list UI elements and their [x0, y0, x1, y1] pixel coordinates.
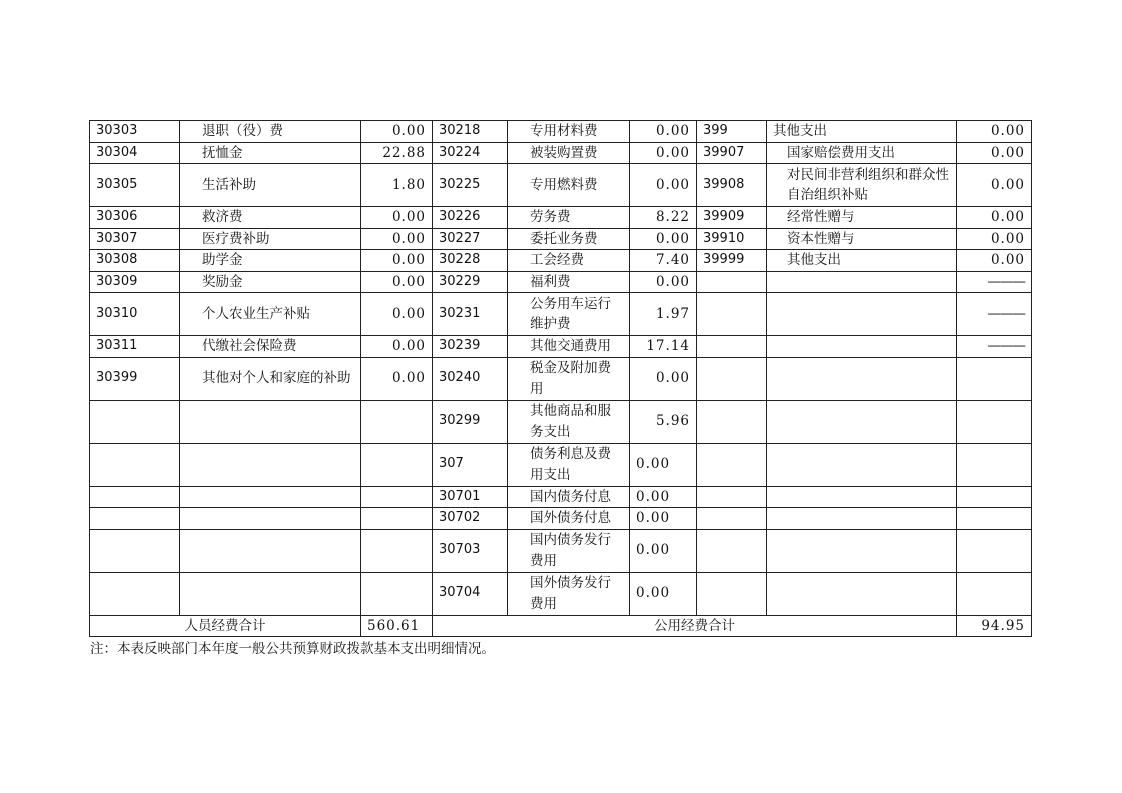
- code-cell: [90, 443, 180, 486]
- value-cell: [957, 443, 1032, 486]
- name-cell: 福利费: [508, 271, 630, 293]
- name-cell: 国外债务发行费用: [508, 572, 630, 615]
- name-cell: 专用材料费: [508, 121, 630, 143]
- value-cell: 0.00: [630, 529, 697, 572]
- value-cell: 0.00: [361, 121, 433, 143]
- code-cell: 30299: [433, 400, 508, 443]
- code-cell: 30224: [433, 142, 508, 164]
- value-cell: 0.00: [957, 142, 1032, 164]
- value-cell: 0.00: [957, 164, 1032, 207]
- value-cell: 0.00: [630, 357, 697, 400]
- name-cell: [767, 400, 957, 443]
- table-row: [90, 293, 1032, 336]
- totals-row-group: [90, 615, 1032, 637]
- value-cell: [361, 572, 433, 615]
- name-cell: 奖励金: [180, 271, 361, 293]
- name-cell: [767, 357, 957, 400]
- name-cell: [180, 486, 361, 508]
- code-cell: [90, 400, 180, 443]
- value-cell: 0.00: [630, 121, 697, 143]
- value-cell: [957, 529, 1032, 572]
- code-cell: [90, 508, 180, 530]
- expenditure-detail-table: [89, 120, 1032, 637]
- personnel-total-value: 560.61: [361, 615, 433, 637]
- value-cell: 0.00: [361, 228, 433, 250]
- table-row: [90, 121, 1032, 143]
- code-cell: 30702: [433, 508, 508, 530]
- value-cell: [361, 508, 433, 530]
- name-cell: 其他支出: [767, 250, 957, 272]
- name-cell: 国外债务付息: [508, 508, 630, 530]
- value-cell: 8.22: [630, 207, 697, 229]
- value-cell: 0.00: [630, 142, 697, 164]
- table-row: [90, 529, 1032, 572]
- code-cell: 399: [697, 121, 767, 143]
- name-cell: 劳务费: [508, 207, 630, 229]
- value-cell: 17.14: [630, 336, 697, 358]
- name-cell: 国内债务付息: [508, 486, 630, 508]
- code-cell: [697, 486, 767, 508]
- table-row: [90, 207, 1032, 229]
- name-cell: 债务利息及费用支出: [508, 443, 630, 486]
- name-cell: 国内债务发行费用: [508, 529, 630, 572]
- name-cell: 生活补助: [180, 164, 361, 207]
- name-cell: 对民间非营利组织和群众性自治组织补贴: [767, 164, 957, 207]
- value-cell: [957, 357, 1032, 400]
- code-cell: 39909: [697, 207, 767, 229]
- value-cell: 1.97: [630, 293, 697, 336]
- code-cell: [697, 271, 767, 293]
- table-row: [90, 443, 1032, 486]
- code-cell: 30307: [90, 228, 180, 250]
- value-cell: 0.00: [630, 572, 697, 615]
- code-cell: 39999: [697, 250, 767, 272]
- value-cell: 1.80: [361, 164, 433, 207]
- table-row: [90, 508, 1032, 530]
- code-cell: [697, 572, 767, 615]
- value-cell: 0.00: [361, 271, 433, 293]
- value-cell: [361, 529, 433, 572]
- value-cell: [361, 443, 433, 486]
- name-cell: 公务用车运行维护费: [508, 293, 630, 336]
- name-cell: 其他商品和服务支出: [508, 400, 630, 443]
- value-cell: [957, 508, 1032, 530]
- value-cell: ———: [957, 293, 1032, 336]
- name-cell: 国家赔偿费用支出: [767, 142, 957, 164]
- value-cell: 22.88: [361, 142, 433, 164]
- code-cell: 39907: [697, 142, 767, 164]
- value-cell: [957, 486, 1032, 508]
- value-cell: [957, 400, 1032, 443]
- code-cell: 30226: [433, 207, 508, 229]
- name-cell: [767, 508, 957, 530]
- code-cell: 307: [433, 443, 508, 486]
- value-cell: 0.00: [630, 508, 697, 530]
- value-cell: 0.00: [630, 228, 697, 250]
- table-row: [90, 400, 1032, 443]
- name-cell: [767, 336, 957, 358]
- code-cell: [697, 529, 767, 572]
- name-cell: 专用燃料费: [508, 164, 630, 207]
- code-cell: 30701: [433, 486, 508, 508]
- value-cell: 0.00: [361, 336, 433, 358]
- value-cell: 0.00: [630, 443, 697, 486]
- value-cell: [361, 486, 433, 508]
- name-cell: 救济费: [180, 207, 361, 229]
- code-cell: 30308: [90, 250, 180, 272]
- public-total-label: 公用经费合计: [433, 615, 957, 637]
- code-cell: 30229: [433, 271, 508, 293]
- value-cell: [957, 572, 1032, 615]
- value-cell: 0.00: [361, 357, 433, 400]
- value-cell: ———: [957, 271, 1032, 293]
- code-cell: 30228: [433, 250, 508, 272]
- name-cell: 助学金: [180, 250, 361, 272]
- value-cell: 7.40: [630, 250, 697, 272]
- code-cell: [697, 443, 767, 486]
- name-cell: [767, 572, 957, 615]
- value-cell: 0.00: [630, 164, 697, 207]
- table-row: [90, 164, 1032, 207]
- table-row: [90, 357, 1032, 400]
- code-cell: [90, 529, 180, 572]
- code-cell: 30703: [433, 529, 508, 572]
- code-cell: 30227: [433, 228, 508, 250]
- personnel-total-label: 人员经费合计: [90, 615, 361, 637]
- code-cell: 30225: [433, 164, 508, 207]
- code-cell: 30704: [433, 572, 508, 615]
- value-cell: ———: [957, 336, 1032, 358]
- name-cell: [180, 508, 361, 530]
- value-cell: 0.00: [630, 486, 697, 508]
- code-cell: 30310: [90, 293, 180, 336]
- table-row: [90, 250, 1032, 272]
- name-cell: [767, 271, 957, 293]
- value-cell: 0.00: [361, 293, 433, 336]
- code-cell: 30311: [90, 336, 180, 358]
- code-cell: [697, 293, 767, 336]
- code-cell: [90, 572, 180, 615]
- value-cell: 5.96: [630, 400, 697, 443]
- table-row: [90, 228, 1032, 250]
- code-cell: 30309: [90, 271, 180, 293]
- table-body: [90, 121, 1032, 616]
- public-total-value: 94.95: [957, 615, 1032, 637]
- name-cell: [767, 443, 957, 486]
- value-cell: [361, 400, 433, 443]
- name-cell: 代缴社会保险费: [180, 336, 361, 358]
- code-cell: 30239: [433, 336, 508, 358]
- code-cell: [697, 357, 767, 400]
- name-cell: [767, 486, 957, 508]
- code-cell: 30306: [90, 207, 180, 229]
- name-cell: [180, 400, 361, 443]
- value-cell: 0.00: [361, 250, 433, 272]
- code-cell: 30305: [90, 164, 180, 207]
- code-cell: [697, 508, 767, 530]
- name-cell: 工会经费: [508, 250, 630, 272]
- name-cell: 个人农业生产补贴: [180, 293, 361, 336]
- name-cell: [180, 572, 361, 615]
- table-note: 注：本表反映部门本年度一般公共预算财政拨款基本支出明细情况。: [90, 641, 495, 657]
- table-row: [90, 486, 1032, 508]
- name-cell: [180, 443, 361, 486]
- name-cell: 其他交通费用: [508, 336, 630, 358]
- code-cell: 30304: [90, 142, 180, 164]
- name-cell: 其他支出: [767, 121, 957, 143]
- table-row: [90, 271, 1032, 293]
- value-cell: 0.00: [957, 228, 1032, 250]
- name-cell: 退职（役）费: [180, 121, 361, 143]
- code-cell: 39910: [697, 228, 767, 250]
- name-cell: [767, 529, 957, 572]
- name-cell: 医疗费补助: [180, 228, 361, 250]
- code-cell: [90, 486, 180, 508]
- value-cell: 0.00: [957, 207, 1032, 229]
- code-cell: 30231: [433, 293, 508, 336]
- name-cell: 资本性赠与: [767, 228, 957, 250]
- code-cell: 30399: [90, 357, 180, 400]
- name-cell: 委托业务费: [508, 228, 630, 250]
- name-cell: 经常性赠与: [767, 207, 957, 229]
- code-cell: 30240: [433, 357, 508, 400]
- name-cell: [767, 293, 957, 336]
- value-cell: 0.00: [361, 207, 433, 229]
- name-cell: 被装购置费: [508, 142, 630, 164]
- code-cell: 30218: [433, 121, 508, 143]
- code-cell: [697, 400, 767, 443]
- code-cell: 39908: [697, 164, 767, 207]
- name-cell: 其他对个人和家庭的补助: [180, 357, 361, 400]
- code-cell: 30303: [90, 121, 180, 143]
- name-cell: [180, 529, 361, 572]
- table-row: [90, 572, 1032, 615]
- value-cell: 0.00: [630, 271, 697, 293]
- table-row: [90, 336, 1032, 358]
- totals-row: [90, 615, 1032, 637]
- name-cell: 税金及附加费用: [508, 357, 630, 400]
- value-cell: 0.00: [957, 250, 1032, 272]
- name-cell: 抚恤金: [180, 142, 361, 164]
- value-cell: 0.00: [957, 121, 1032, 143]
- table-row: [90, 142, 1032, 164]
- code-cell: [697, 336, 767, 358]
